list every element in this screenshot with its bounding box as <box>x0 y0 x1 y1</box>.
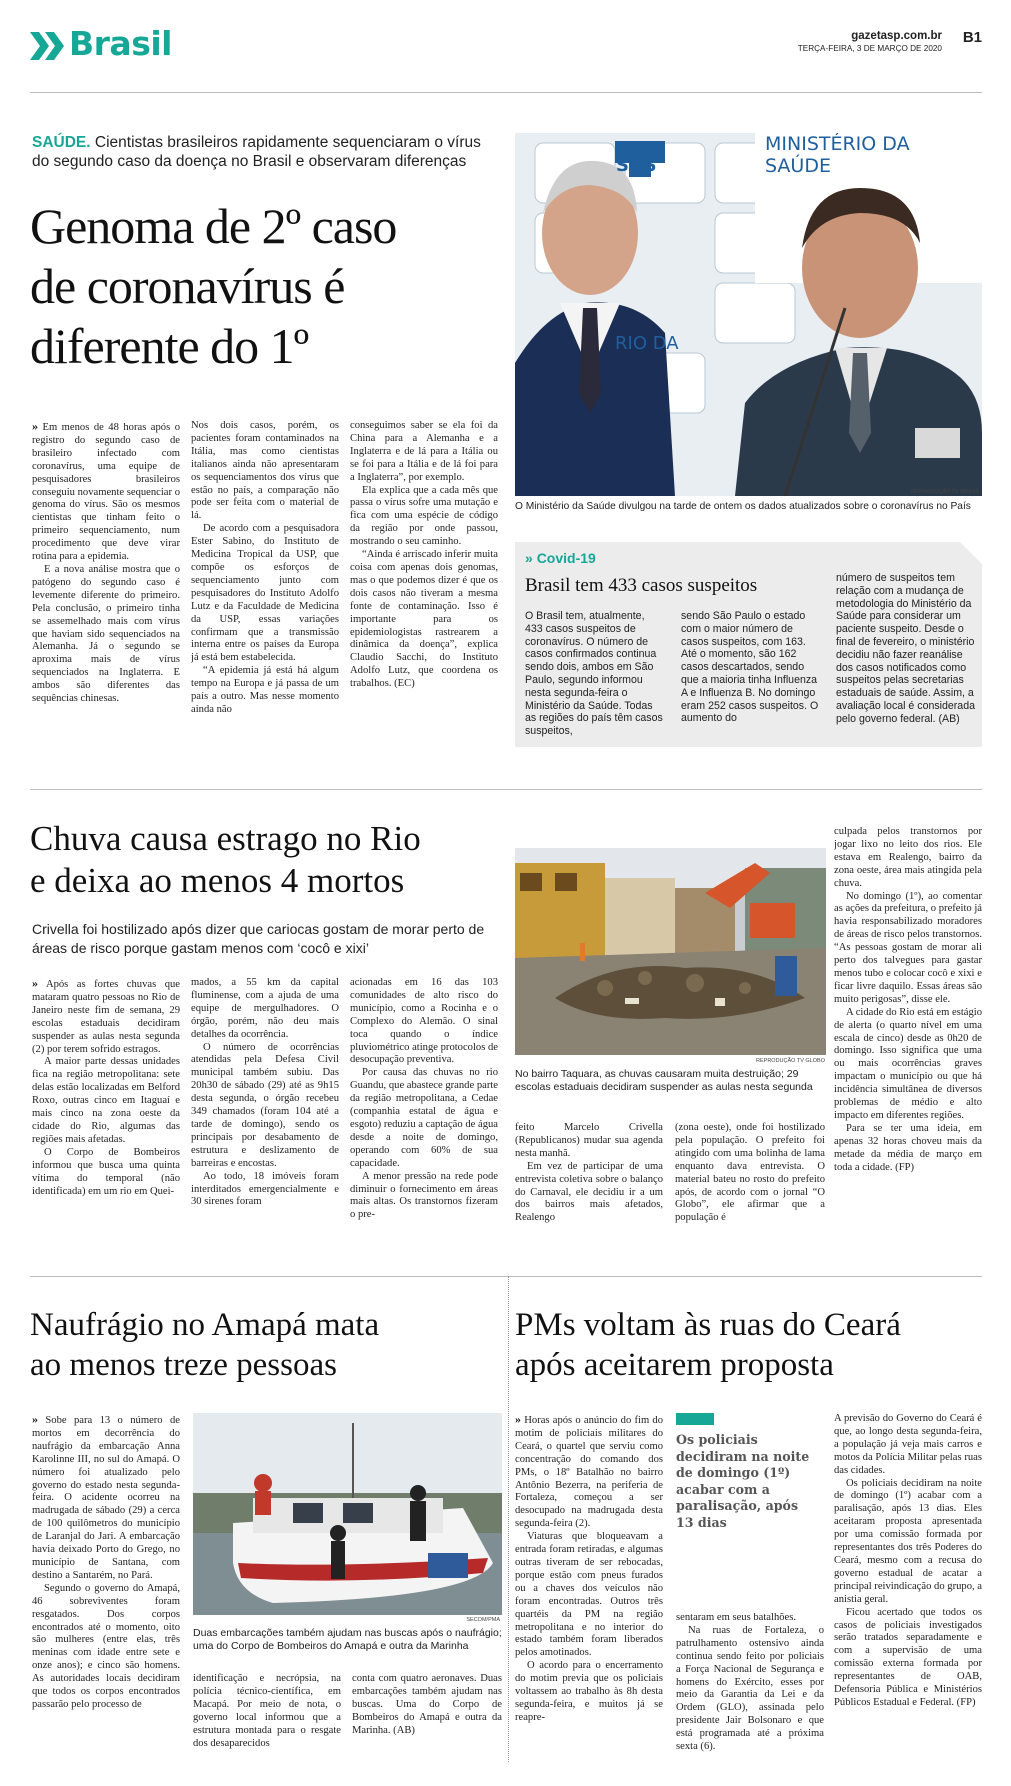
story1-col1-p2: E a nova análise mostra que o patógeno do segundo caso é levemente diferente do primeiro. Pela conclusão, o primeiro tinha se assemelhado mais com vírus que haviam sido sequenciados na Alemanha. Já o segundo se aproxima mais de vírus sequenciados na Inglaterra. E ambos são diferentes das sequências chinesas. <box>32 563 180 705</box>
story4-col3-p3: Ficou acertado que todos os casos de policiais investigados serão tratados separadamente e com a supervisão de uma comissão externa formada por representantes de OAB, Defensoria Pública e Ministérios Públicos Estadual e Federal. (FP) <box>834 1606 982 1708</box>
story4-headline-line-1: PMs voltam às ruas do Ceará <box>515 1307 901 1343</box>
story2-column-2 <box>191 977 339 1239</box>
section-title: Brasil <box>69 24 172 63</box>
story1-column-2 <box>191 420 339 750</box>
section-rule-1 <box>30 789 982 790</box>
story1-photo-credit: REPRODUÇÃO TV BRASIL <box>911 489 980 495</box>
covid-box-col3: número de suspeitos tem relação com a mudança de metodologia do Ministério da Saúde para considerar um paciente suspeito. Desde o final de fevereiro, o ministério decidiu não fazer reanálise dos casos notificados como suspeitos pelas secretarias estaduais de saúde. Assim, a avaliação local é considerada pelo governo federal. (AB) <box>836 572 975 725</box>
story1-col3-p1: conseguimos saber se ela foi da China para a Alemanha e a Inglaterra e de lá para a Itália ou se foi para a Itália e de lá foi para a Inglaterra”, por exemplo. <box>350 420 498 483</box>
column-divider-dotted <box>508 1276 509 1762</box>
story2-col5-p1: (zona oeste), onde foi hostilizado pela população. O prefeito foi atingido com uma bolinha de lama enquanto dava entrevista. O material bateu no rosto do prefeito após, de acordo com o jornal “O Globo”, ele afirmar que a população é <box>675 1122 825 1224</box>
story2-col2-p1: mados, a 55 km da capital fluminense, com a ajuda de uma equipe de mergulhadores. O órgão, porém, não deu mais detalhes da ocorrência. <box>191 977 339 1040</box>
sus-logo-text: SUS <box>616 155 657 176</box>
story3-headline-line-2: ao menos treze pessoas <box>30 1347 337 1383</box>
story1-dek <box>32 133 502 171</box>
story3-column-2 <box>193 1673 341 1753</box>
story2-col4-p1: feito Marcelo Crivella (Republicanos) mudar sua agenda nesta manhã. <box>515 1122 663 1159</box>
story3-col2-p1: identificação e necrópsia, na polícia técnico-científica, em Macapá. Por meio de nota, o governo local informou que a estrutura montada para o resgate dos desaparecidos <box>193 1673 341 1749</box>
flood-debris-illustration <box>515 848 826 1055</box>
story2-dek: Crivella foi hostilizado após dizer que cariocas gostam de morar perto de áreas de risco porque gastam menos com ‘cocô e xixi’ <box>32 921 485 956</box>
story1-col2-p1: Nos dois casos, porém, os pacientes foram contaminados na Itália, mas como cientistas italianos ainda não apresentaram os sequenciamentos dos vírus que estão no país, a comparação não pode ser feita com o material de lá. <box>191 420 339 522</box>
corner-fold-icon <box>960 542 982 564</box>
story2-column-1 <box>32 977 180 1239</box>
ministry-backdrop-text: MINISTÉRIO DA SAÚDE <box>765 133 910 177</box>
story1-column-1 <box>32 420 180 750</box>
section-header <box>30 26 982 70</box>
covid-box-col1: O Brasil tem, atualmente, 433 casos suspeitos de coronavírus. O número de casos confirmados continua sendo dois, ambos em São Paulo, segundo informou nesta segunda-feira o Ministério da Saúde. Todas as regiões do país têm casos suspeitos, <box>525 610 663 738</box>
story1-col1-p1: » Em menos de 48 horas após o registro do segundo caso de brasileiro infectado com coronavírus, uma equipe de pesquisadores brasileiros conseguiu novamente sequenciar o genoma do vírus. São os mesmos cientistas que tinham feito o primeiro sequenciamento, num procedimento que deve virar rotina para a epidemia. <box>32 420 180 563</box>
paragraph-marker-icon: » <box>32 977 38 990</box>
story3-photo-credit: SECOM/PMA <box>466 1617 500 1623</box>
story3-headline <box>30 1305 500 1385</box>
story2-col6-p4: Para se ter uma ideia, em apenas 32 horas choveu mais da metade da média de março em toda a cidade. (FP) <box>834 1122 982 1173</box>
story4-col2-p1: sentaram em seus batalhões. <box>676 1612 797 1623</box>
story2-headline-line-1: Chuva causa estrago no Rio <box>30 819 421 858</box>
issue-date: TERÇA-FEIRA, 3 DE MARÇO DE 2020 <box>797 44 942 53</box>
story1-headline <box>30 196 510 376</box>
double-chevron-icon <box>30 32 66 60</box>
story1-headline-line-2: de coronavírus é <box>30 258 345 314</box>
story3-col1-p1: » Sobe para 13 o número de mortos em decorrência do naufrágio da embarcação Anna Karolinne III, no sul do Amapá. O número foi atualizado pelo governo do estado nesta segunda-feira. O acidente ocorreu na madrugada de sábado (29) a cerca de 100 quilômetros do município de Laranjal do Jari. A embarcação havia deixado Porto do Grego, no município de Santana, com destino a Santarém, no Pará. <box>32 1413 180 1581</box>
header-rule <box>30 92 982 93</box>
story2-col6-p1: culpada pelos transtornos por jogar lixo no leito dos rios. Ele estava em Realengo, bairro da zona oeste, área mais atingida pela chuva. <box>834 826 982 889</box>
story4-headline-line-2: após aceitarem proposta <box>515 1347 834 1383</box>
story1-col2-p2: De acordo com a pesquisadora Ester Sabino, do Instituto de Medicina Tropical da USP, que compõe os esforços de sequenciamento junto com pesquisadores do Instituto Adolfo Lutz e da Faculdade de Medicina da USP, essas variações confirmam que a transmissão interna entre os países da Europa já está bem estabelecida. <box>191 523 339 664</box>
page-number: B1 <box>962 29 982 46</box>
story1-dek-text: Cientistas brasileiros rapidamente sequenciaram o vírus do segundo caso da doença no Brasil e observaram diferenças <box>32 134 481 170</box>
story4-col1-p2: Viaturas que bloqueavam a entrada foram retiradas, e algumas outras tiveram de ser rebocadas, porque estão com pneus furados ou a chaves dos veículos não foram encontradas. Outros três quartéis da PM na região metropolitana e no interior do estado também foram liberados pelos amotinados. <box>515 1531 663 1659</box>
story2-col1-p1: » Após as fortes chuvas que mataram quatro pessoas no Rio de Janeiro neste fim de semana, 29 escolas estaduais decidiram suspender as aulas nesta segunda (2) por terem sofrido estragos. <box>32 977 180 1055</box>
paragraph-marker-icon: » <box>32 1413 38 1426</box>
story1-col3-p2: Ela explica que a cada mês que passa o vírus sofre uma mutação e fica com uma espécie de código da região por onde passou, mostrando o seu caminho. <box>350 484 498 548</box>
story2-col1-p3: O Corpo de Bombeiros informou que busca uma quinta vítima do temporal (não identificada) em um rio em Quei- <box>32 1146 180 1197</box>
story2-col6-p2: No domingo (1º), ao comentar as ações da prefeitura, o prefeito já havia responsabilizado moradores de áreas de risco pelos transtornos. “As pessoas gostam de morar ali perto dos talvegues para gastar menos tubo e colocar cocô e xixi e ficar livre daquilo. Essas áreas são muito perigosas”, disse ele. <box>834 890 982 1005</box>
story2-headline <box>30 818 510 902</box>
story3-photo-caption: Duas embarcações também ajudam nas buscas após o naufrágio; uma do Corpo de Bombeiros do Amapá e outra da Marinha <box>193 1627 502 1652</box>
story2-column-3 <box>350 977 498 1239</box>
story3-column-1 <box>32 1413 180 1753</box>
story2-col3-p3: A menor pressão na rede pode diminuir o fornecimento em áreas mais altas. Os transtornos fizeram o pre- <box>350 1170 498 1221</box>
story2-col6-p3: A cidade do Rio está em estágio de alerta (o quarto nível em uma escala de cinco) desde as 0h20 de domingo. Isso significa que uma ou mais ocorrências graves impactam o município ou que há incidência simultânea de diversos problemas de médio e alto impacto em diferentes regiões. <box>834 1006 982 1121</box>
story2-column-6 <box>834 826 982 1239</box>
pullquote-accent-bar <box>676 1413 714 1425</box>
story1-kicker: SAÚDE. <box>32 134 91 151</box>
backdrop-partial-text: RIO DA <box>615 333 679 354</box>
story3-headline-line-1: Naufrágio no Amapá mata <box>30 1307 380 1343</box>
story2-col2-p2: O número de ocorrências atendidas pela Defesa Civil municipal também subiu. Das 20h30 de sábado (29) até as 9h15 desta segunda, o órgão recebeu 349 chamados (foram 104 até a tarde de domingo), sendo os principais por desabamento de estrutura e deslizamento de barreiras e encostas. <box>191 1041 339 1169</box>
press-conference-photo <box>515 133 982 496</box>
covid-box-col2: sendo São Paulo o estado com o maior número de casos suspeitos, com 163. Até o momento, são 162 casos descartados, sendo que a maioria tinha Influenza A e Influenza B. No domingo eram 252 casos suspeitos. O aumento do <box>681 610 819 725</box>
story2-col4-p2: Em vez de participar de uma entrevista coletiva sobre o balanço do Carnaval, ele decidiu ir a um dos bairros mais afetados, Realengo <box>515 1160 663 1224</box>
story1-photo-caption: O Ministério da Saúde divulgou na tarde de ontem os dados atualizados sobre o coronavírus no País <box>515 501 971 512</box>
tag-chevron-icon: » <box>525 550 533 566</box>
covid-box <box>515 542 982 747</box>
story4-col3-p1: A previsão do Governo do Ceará é que, ao longo desta segunda-feira, a população já veja mais carros e motos da Polícia Militar pelas ruas das cidades. <box>834 1413 982 1476</box>
story2-col3-p1: acionadas em 16 das 103 comunidades de alto risco do município, como a Rocinha e o Complexo do Alemão. O sinal toca quando o índice pluviométrico atinge protocolos de desocupação preventiva. <box>350 977 498 1066</box>
story2-col3-p2: Por causa das chuvas no rio Guandu, que abastece grande parte da região metropolitana, a Cedae (companhia estatal de água e esgoto) reduziu a captação de água desde a noite de domingo, operando com 60% de sua capacidade. <box>350 1067 498 1169</box>
story4-col3-p2: Os policiais decidiram na noite de domingo (1º) acabar com a paralisação, após 13 dias. Eles aceitaram proposta apresentada por uma comissão formada por representantes dos três Poderes do Ceará, mesmo com a recusa do governo estadual de acatar a principal reivindicação do grupo, a anistia geral. <box>834 1477 982 1605</box>
story2-photo-credit: REPRODUÇÃO TV GLOBO <box>756 1058 825 1064</box>
story2-column-4 <box>515 1122 663 1239</box>
story2-column-5 <box>675 1122 825 1239</box>
story3-col3-p1: conta com quatro aeronaves. Duas embarcações também ajudam nas buscas. Uma do Corpo de Bombeiros do Amapá e outra da Marinha. (AB) <box>352 1673 502 1736</box>
paragraph-marker-icon: » <box>32 420 38 433</box>
story2-photo-caption: No bairro Taquara, as chuvas causaram muita destruição; 29 escolas estaduais decidiram suspender as aulas nesta segunda <box>515 1068 813 1093</box>
story1-col3-p3: “Ainda é arriscado inferir muita coisa com apenas dois genomas, mas o que podemos dizer é que os dois casos não tiveram a mesma fonte de contaminação. Isso é importante para os epidemiologistas rastrearem a dinâmica da doença”, explica Claudio Sacchi, do Instituto Adolfo Lutz, que coordena os trabalhos. (EC) <box>350 549 498 690</box>
story4-column-1 <box>515 1413 663 1753</box>
paragraph-marker-icon: » <box>515 1413 521 1426</box>
story1-headline-line-1: Genoma de 2º caso <box>30 198 397 254</box>
story1-column-3 <box>350 420 498 750</box>
story4-pullquote: Os policiais decidiram na noite de domingo (1º) acabar com a paralisação, após 13 dias <box>676 1432 810 1530</box>
story2-headline-line-2: e deixa ao menos 4 mortos <box>30 861 405 900</box>
section-rule-2 <box>30 1276 982 1277</box>
story4-column-2 <box>676 1612 824 1753</box>
story1-headline-line-3: diferente do 1º <box>30 318 309 374</box>
story4-col1-p3: O acordo para o encerramento do motim previa que os policiais voltassem ao trabalho às 8h desta segunda-feira, e muitos já se reapre- <box>515 1660 663 1723</box>
covid-tag: » Covid-19 <box>525 550 596 566</box>
story1-col2-p3: “A epidemia já está há algum tempo na Europa e já passa de um país a outro. Mas nesse momento ainda não <box>191 665 339 715</box>
story3-column-3 <box>352 1673 502 1753</box>
press-conference-illustration <box>515 133 982 496</box>
story4-headline <box>515 1305 985 1385</box>
story4-col2-p2: Na ruas de Fortaleza, o patrulhamento ostensivo ainda continua sendo feito por policiais a Força Nacional de Segurança e homens do Exército, esses por meio da Garantia da Lei e da Ordem (GLO), assinada pelo presidente Jair Bolsonaro e que está programada até a próxima sexta (6). <box>676 1624 824 1753</box>
story2-col1-p2: A maior parte dessas unidades fica na região metropolitana: sete delas estão localizadas em Belford Roxo, outras cinco em Itaguaí e mais cinco na zona oeste da cidade do Rio, algumas das regiões mais afetadas. <box>32 1056 180 1145</box>
shipwreck-rescue-photo <box>193 1413 502 1615</box>
story2-col2-p3: Ao todo, 18 imóveis foram interditados emergencialmente e 30 sirenes foram <box>191 1170 339 1208</box>
story3-col1-p2: Segundo o governo do Amapá, 46 sobreviventes foram resgatados. Dos corpos encontrados até o momento, oito são mulheres (entre elas, três meninas com idade entre sete e onze anos); e cinco são homens. As autoridades locais decidiram que todos os corpos encontrados passarão pelo processo de <box>32 1582 180 1710</box>
site-url[interactable]: gazetasp.com.br <box>851 30 942 42</box>
rescue-boat-illustration <box>193 1413 502 1615</box>
flood-debris-photo <box>515 848 826 1055</box>
story4-column-3 <box>834 1413 982 1753</box>
story4-col1-p1: » Horas após o anúncio do fim do motim de policiais militares do Ceará, o quartel que serviu como concentração do comando dos PMs, o 18º Batalhão no bairro Antônio Bezerra, na periferia de Fortaleza, começou a ser desocupado na madrugada desta segunda-feira (2). <box>515 1413 663 1530</box>
covid-box-title: Brasil tem 433 casos suspeitos <box>525 575 758 596</box>
